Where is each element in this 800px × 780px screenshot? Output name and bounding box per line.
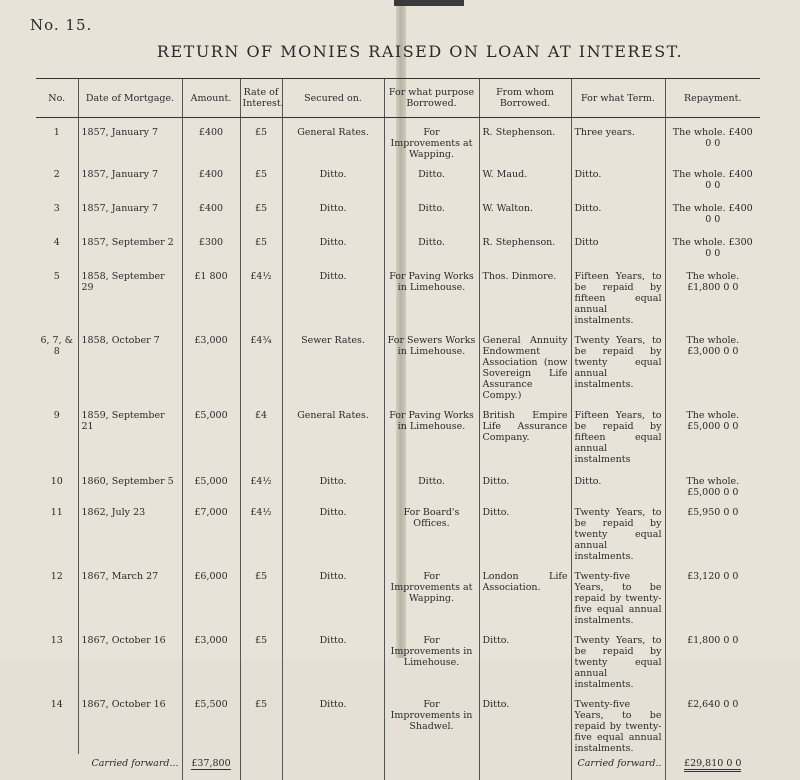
purpose-cell: For Paving Works in Limehouse. <box>384 262 479 326</box>
date-header: Date of Mortgage. <box>78 79 182 118</box>
table-row <box>36 467 760 498</box>
secured-cell: Ditto. <box>282 690 384 754</box>
rate-cell: £4½ <box>240 467 282 498</box>
term-cell: Fifteen Years, to be repaid by fifteen equal annual instalments <box>571 401 665 467</box>
mortgage-date: 1858, September 29 <box>78 262 182 326</box>
repayment-cell: The whole. £5,000 0 0 <box>665 401 760 467</box>
row-number: 13 <box>50 635 63 646</box>
table-row <box>36 401 760 467</box>
amount-total: £37,800 <box>191 758 231 769</box>
loan-table <box>36 78 760 780</box>
rate-cell: £5 <box>240 228 282 262</box>
repayment-header: Repayment. <box>665 79 760 118</box>
carried-forward-label: Carried forward... <box>91 758 179 769</box>
rate-cell: £5 <box>240 626 282 690</box>
repayment-cell: £2,640 0 0 <box>665 690 760 754</box>
table-row <box>36 194 760 228</box>
term-cell: Ditto. <box>571 194 665 228</box>
repayment-cell: The whole. £400 0 0 <box>665 118 760 161</box>
secured-cell: Ditto. <box>282 262 384 326</box>
row-number: 10 <box>50 476 63 487</box>
header-row <box>36 79 760 118</box>
table-row <box>36 228 760 262</box>
secured-cell: General Rates. <box>282 401 384 467</box>
secured-cell: Ditto. <box>282 562 384 626</box>
amount-cell: £3,000 <box>182 326 240 401</box>
lender-cell: R. Stephenson. <box>479 228 571 262</box>
purpose-cell: Ditto. <box>384 467 479 498</box>
lender-cell: Ditto. <box>479 498 571 562</box>
amount-cell: £300 <box>182 228 240 262</box>
row-number: 6, 7, & 8 <box>40 335 74 357</box>
amount-cell: £5,000 <box>182 467 240 498</box>
table-row <box>36 118 760 161</box>
term-cell: Twenty Years, to be repaid by twenty equal annual instalments. <box>571 626 665 690</box>
mortgage-date: 1857, January 7 <box>78 118 182 161</box>
row-number: 14 <box>50 699 63 710</box>
secured-header: Secured on. <box>282 79 384 118</box>
row-number: 9 <box>53 410 60 421</box>
amount-cell: £6,000 <box>182 562 240 626</box>
purpose-cell: For Improvements at Wapping. <box>384 562 479 626</box>
rate-cell: £4 <box>240 401 282 467</box>
mortgage-date: 1862, July 23 <box>78 498 182 562</box>
table-row <box>36 562 760 626</box>
secured-cell: Ditto. <box>282 626 384 690</box>
row-number: 3 <box>53 203 60 214</box>
carried-forward-label-right: Carried forward.. <box>571 754 665 780</box>
rate-cell: £4½ <box>240 262 282 326</box>
table-row <box>36 262 760 326</box>
secured-cell: Ditto. <box>282 160 384 194</box>
row-number: 2 <box>53 169 60 180</box>
rate-cell: £4¾ <box>240 326 282 401</box>
mortgage-date: 1867, March 27 <box>78 562 182 626</box>
repayment-cell: The whole. £300 0 0 <box>665 228 760 262</box>
carried-forward-row <box>36 754 760 780</box>
lender-cell: Ditto. <box>479 690 571 754</box>
repayment-cell: The whole. £5,000 0 0 <box>665 467 760 498</box>
table-row <box>36 498 760 562</box>
repayment-cell: The whole. £1,800 0 0 <box>665 262 760 326</box>
lender-cell: British Empire Life Assurance Company. <box>479 401 571 467</box>
lender-cell: Ditto. <box>479 467 571 498</box>
lender-header: From whom Borrowed. <box>479 79 571 118</box>
purpose-cell: For Board's Offices. <box>384 498 479 562</box>
secured-cell: Ditto. <box>282 467 384 498</box>
purpose-cell: Ditto. <box>384 160 479 194</box>
term-cell: Twenty Years, to be repaid by twenty equal annual instalments. <box>571 498 665 562</box>
purpose-cell: For Improvements in Shadwel. <box>384 690 479 754</box>
document-title: RETURN OF MONIES RAISED ON LOAN AT INTEREST. <box>156 42 684 61</box>
purpose-cell: Ditto. <box>384 228 479 262</box>
rate-cell: £5 <box>240 194 282 228</box>
amount-cell: £3,000 <box>182 626 240 690</box>
repayment-cell: The whole. £400 0 0 <box>665 194 760 228</box>
row-number: 5 <box>53 271 60 282</box>
term-cell: Twenty Years, to be repaid by twenty equal annual instalments. <box>571 326 665 401</box>
mortgage-date: 1867, October 16 <box>78 690 182 754</box>
amount-header: Amount. <box>182 79 240 118</box>
rate-header: Rate of Interest. <box>240 79 282 118</box>
row-number: 4 <box>53 237 60 248</box>
term-cell: Twenty-five Years, to be repaid by twenty-five equal annual instalments. <box>571 690 665 754</box>
repayment-cell: £1,800 0 0 <box>665 626 760 690</box>
lender-cell: R. Stephenson. <box>479 118 571 161</box>
repayment-cell: £3,120 0 0 <box>665 562 760 626</box>
row-number: 11 <box>50 507 63 518</box>
rate-cell: £4½ <box>240 498 282 562</box>
term-cell: Fifteen Years, to be repaid by fifteen equal annual instalments. <box>571 262 665 326</box>
amount-cell: £400 <box>182 160 240 194</box>
mortgage-date: 1867, October 16 <box>78 626 182 690</box>
mortgage-date: 1859, September 21 <box>78 401 182 467</box>
lender-cell: Ditto. <box>479 626 571 690</box>
purpose-header: For what purpose Borrowed. <box>384 79 479 118</box>
term-cell: Three years. <box>571 118 665 161</box>
secured-cell: General Rates. <box>282 118 384 161</box>
table-row <box>36 690 760 754</box>
repayment-total: £29,810 0 0 <box>684 758 741 772</box>
secured-cell: Sewer Rates. <box>282 326 384 401</box>
mortgage-date: 1860, September 5 <box>78 467 182 498</box>
table-row <box>36 326 760 401</box>
secured-cell: Ditto. <box>282 194 384 228</box>
lender-cell: General Annuity Endowment Association (now Sovereign Life Assurance Compy.) <box>479 326 571 401</box>
rate-cell: £5 <box>240 118 282 161</box>
secured-cell: Ditto. <box>282 228 384 262</box>
purpose-cell: For Improvements at Wapping. <box>384 118 479 161</box>
repayment-cell: The whole. £400 0 0 <box>665 160 760 194</box>
table-row <box>36 626 760 690</box>
purpose-cell: For Paving Works in Limehouse. <box>384 401 479 467</box>
row-number: 1 <box>53 127 60 138</box>
mortgage-date: 1857, January 7 <box>78 194 182 228</box>
amount-cell: £5,000 <box>182 401 240 467</box>
table-body <box>36 118 760 755</box>
term-header: For what Term. <box>571 79 665 118</box>
mortgage-date: 1858, October 7 <box>78 326 182 401</box>
repayment-cell: £5,950 0 0 <box>665 498 760 562</box>
no-header: No. <box>36 79 78 118</box>
rate-cell: £5 <box>240 562 282 626</box>
secured-cell: Ditto. <box>282 498 384 562</box>
term-cell: Twenty-five Years, to be repaid by twenty-five equal annual instalments. <box>571 562 665 626</box>
lender-cell: W. Walton. <box>479 194 571 228</box>
lender-cell: London Life Association. <box>479 562 571 626</box>
lender-cell: W. Maud. <box>479 160 571 194</box>
term-cell: Ditto. <box>571 467 665 498</box>
repayment-cell: The whole. £3,000 0 0 <box>665 326 760 401</box>
purpose-cell: For Sewers Works in Limehouse. <box>384 326 479 401</box>
purpose-cell: Ditto. <box>384 194 479 228</box>
amount-cell: £400 <box>182 194 240 228</box>
page-number: No. 15. <box>30 16 93 34</box>
purpose-cell: For Improvements in Limehouse. <box>384 626 479 690</box>
term-cell: Ditto <box>571 228 665 262</box>
amount-cell: £400 <box>182 118 240 161</box>
mortgage-date: 1857, September 2 <box>78 228 182 262</box>
table-row <box>36 160 760 194</box>
amount-cell: £1 800 <box>182 262 240 326</box>
amount-cell: £7,000 <box>182 498 240 562</box>
mortgage-date: 1857, January 7 <box>78 160 182 194</box>
term-cell: Ditto. <box>571 160 665 194</box>
amount-cell: £5,500 <box>182 690 240 754</box>
rate-cell: £5 <box>240 160 282 194</box>
row-number: 12 <box>50 571 63 582</box>
rate-cell: £5 <box>240 690 282 754</box>
binding-mark <box>394 0 464 6</box>
lender-cell: Thos. Dinmore. <box>479 262 571 326</box>
